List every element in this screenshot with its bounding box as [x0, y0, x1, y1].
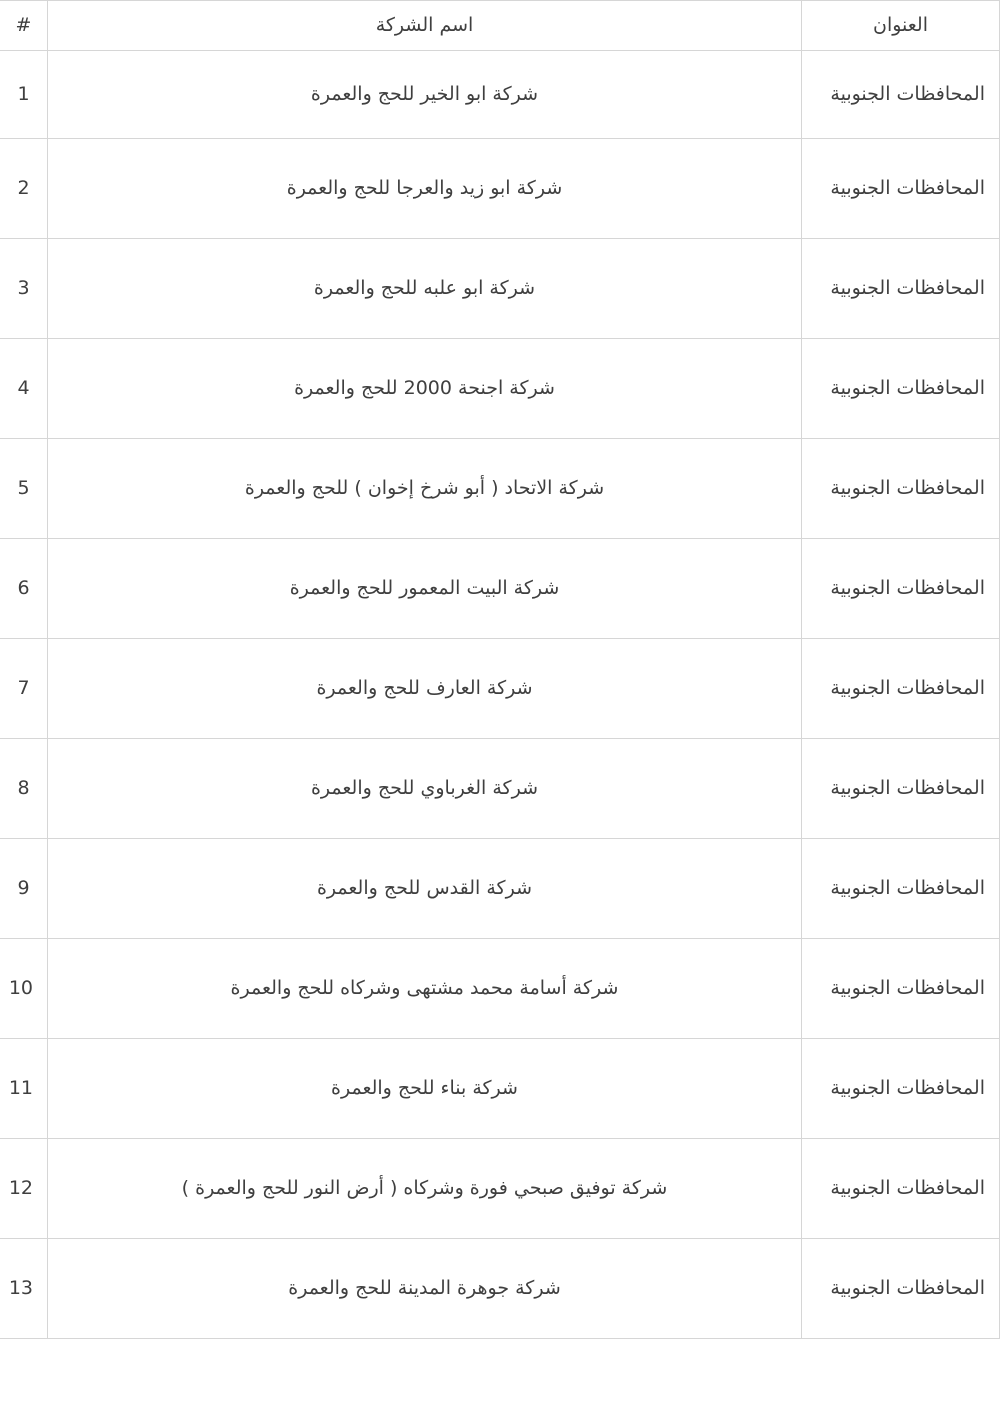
cell-address: المحافظات الجنوبية [802, 238, 1000, 338]
column-header-company-name: اسم الشركة [48, 1, 802, 51]
cell-address: المحافظات الجنوبية [802, 338, 1000, 438]
cell-company-name: شركة بناء للحج والعمرة [48, 1038, 802, 1138]
table-row [0, 138, 1000, 238]
cell-index: 10 [0, 938, 48, 1038]
table-row [0, 838, 1000, 938]
table-body [0, 50, 1000, 1338]
cell-address: المحافظات الجنوبية [802, 438, 1000, 538]
cell-address: المحافظات الجنوبية [802, 1238, 1000, 1338]
cell-company-name: شركة الاتحاد ( أبو شرخ إخوان ) للحج والعمرة [48, 438, 802, 538]
cell-index: 8 [0, 738, 48, 838]
table-row [0, 738, 1000, 838]
cell-index: 5 [0, 438, 48, 538]
cell-company-name: شركة ابو زيد والعرجا للحج والعمرة [48, 138, 802, 238]
cell-index: 12 [0, 1138, 48, 1238]
cell-company-name: شركة ابو علبه للحج والعمرة [48, 238, 802, 338]
table-row [0, 1238, 1000, 1338]
cell-company-name: شركة أسامة محمد مشتهى وشركاه للحج والعمرة [48, 938, 802, 1038]
cell-address: المحافظات الجنوبية [802, 938, 1000, 1038]
cell-index: 3 [0, 238, 48, 338]
cell-address: المحافظات الجنوبية [802, 1038, 1000, 1138]
table-header-row [0, 1, 1000, 51]
column-header-address: العنوان [802, 1, 1000, 51]
table-row [0, 50, 1000, 138]
cell-index: 9 [0, 838, 48, 938]
table-row [0, 1038, 1000, 1138]
cell-index: 11 [0, 1038, 48, 1138]
cell-company-name: شركة البيت المعمور للحج والعمرة [48, 538, 802, 638]
column-header-index: # [0, 1, 48, 51]
cell-index: 6 [0, 538, 48, 638]
cell-index: 1 [0, 50, 48, 138]
cell-company-name: شركة جوهرة المدينة للحج والعمرة [48, 1238, 802, 1338]
cell-company-name: شركة القدس للحج والعمرة [48, 838, 802, 938]
cell-index: 4 [0, 338, 48, 438]
cell-company-name: شركة العارف للحج والعمرة [48, 638, 802, 738]
cell-index: 7 [0, 638, 48, 738]
table-header [0, 1, 1000, 51]
cell-address: المحافظات الجنوبية [802, 138, 1000, 238]
cell-index: 2 [0, 138, 48, 238]
cell-company-name: شركة توفيق صبحي فورة وشركاه ( أرض النور للحج والعمرة ) [48, 1138, 802, 1238]
cell-company-name: شركة اجنحة 2000 للحج والعمرة [48, 338, 802, 438]
table-row [0, 638, 1000, 738]
cell-address: المحافظات الجنوبية [802, 1138, 1000, 1238]
table-row [0, 938, 1000, 1038]
cell-company-name: شركة ابو الخير للحج والعمرة [48, 50, 802, 138]
cell-address: المحافظات الجنوبية [802, 638, 1000, 738]
table-row [0, 538, 1000, 638]
cell-index: 13 [0, 1238, 48, 1338]
cell-address: المحافظات الجنوبية [802, 838, 1000, 938]
table-row [0, 338, 1000, 438]
cell-address: المحافظات الجنوبية [802, 538, 1000, 638]
cell-company-name: شركة الغرباوي للحج والعمرة [48, 738, 802, 838]
cell-address: المحافظات الجنوبية [802, 50, 1000, 138]
cell-address: المحافظات الجنوبية [802, 738, 1000, 838]
table-row [0, 238, 1000, 338]
table-row [0, 1138, 1000, 1238]
table-row [0, 438, 1000, 538]
